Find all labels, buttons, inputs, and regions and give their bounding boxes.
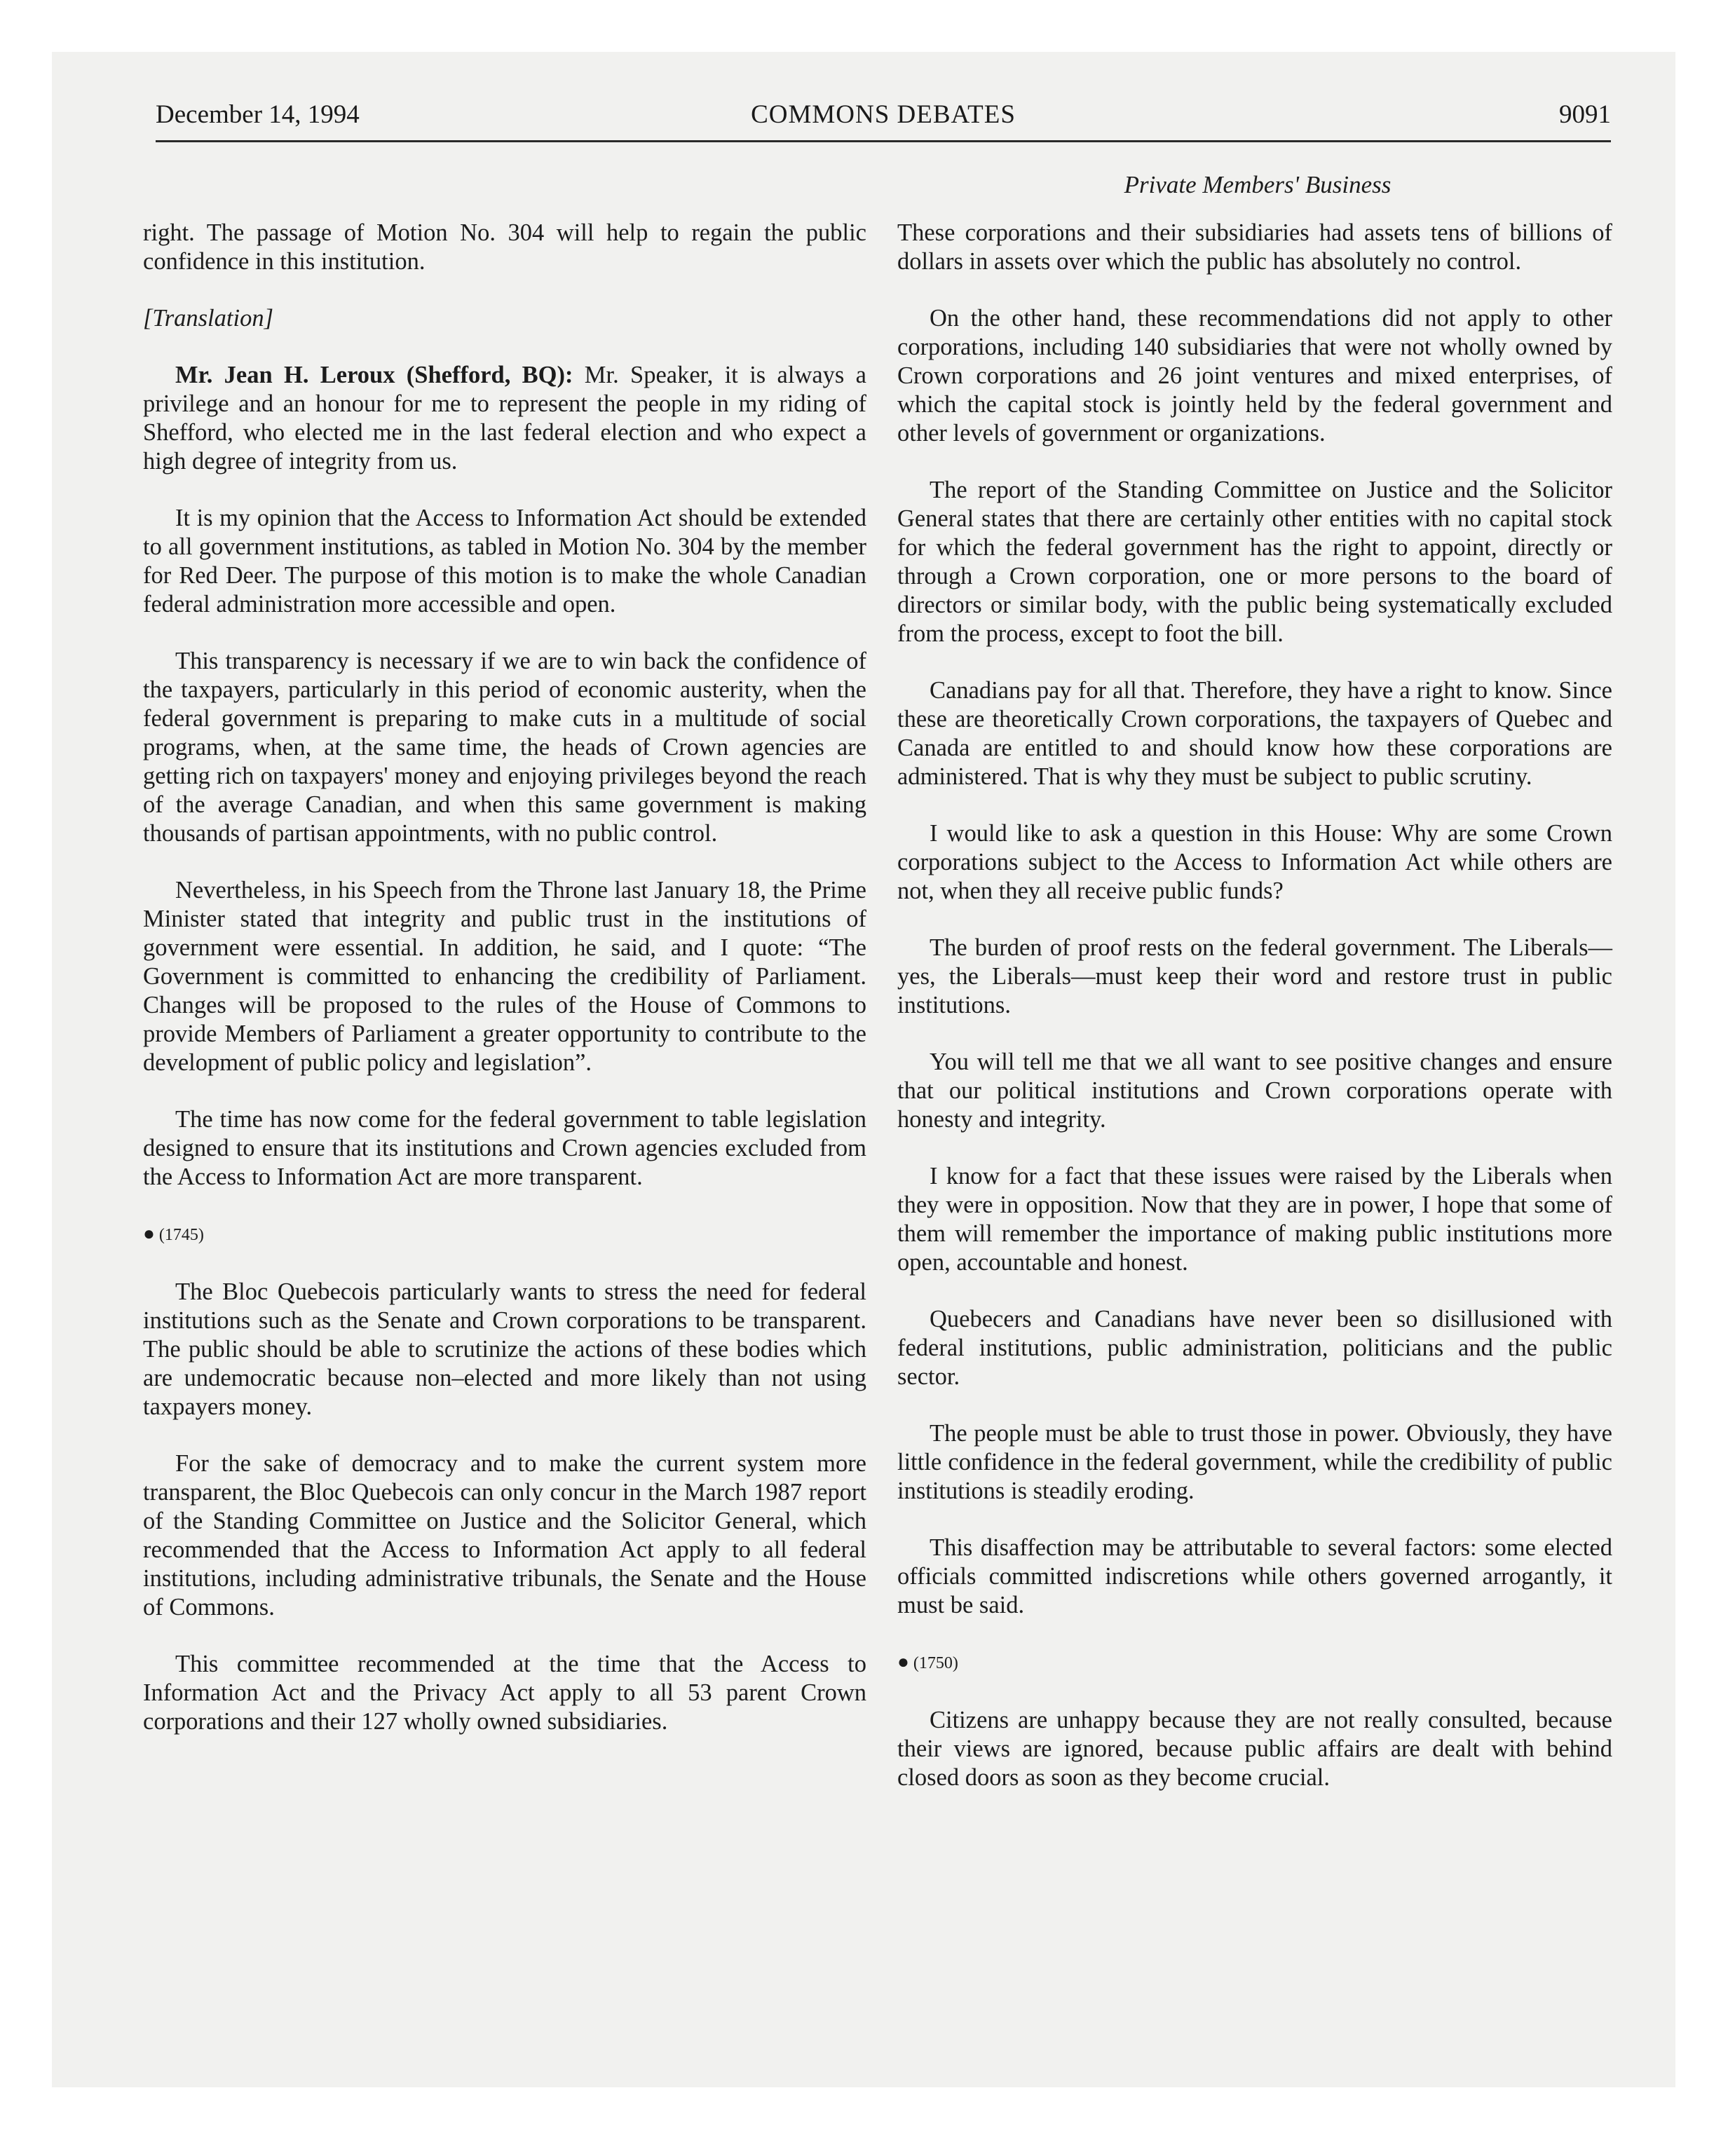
- paragraph: These corporations and their subsidiaries had assets tens of billions of dollars in assets over which the public has absolutely no control.: [897, 219, 1612, 275]
- paragraph: This committee recommended at the time that the Access to Information Act and the Privacy Act apply to all 53 parent Crown corporations and their 127 wholly owned subsidiaries.: [143, 1651, 866, 1735]
- translation-note: [Translation]: [143, 305, 273, 332]
- paragraph: Citizens are unhappy because they are not really consulted, because their views are ignored, because public affairs are dealt with behind closed doors as soon as they become crucial.: [897, 1707, 1612, 1791]
- paragraph: The Bloc Quebecois particularly wants to stress the need for federal institutions such as the Senate and Crown corporations to be transparent. The public should be able to scrutinize the actions of these bodies which are undemocratic because non–elected and more likely than not using taxpayers money.: [143, 1278, 866, 1420]
- paragraph: The burden of proof rests on the federal government. The Liberals—yes, the Liberals—must keep their word and restore trust in public institutions.: [897, 934, 1612, 1018]
- bullet-icon: ●: [143, 1223, 155, 1245]
- speaker-paragraph: [143, 361, 866, 476]
- paragraph: You will tell me that we all want to see positive changes and ensure that our political institutions and Crown corporations operate with honesty and integrity.: [897, 1049, 1612, 1133]
- time-marker-text: (1750): [913, 1654, 958, 1672]
- time-marker: [897, 1648, 1612, 1678]
- paragraph: I know for a fact that these issues were raised by the Liberals when they were in opposition. Now that they are in power, I hope that some of them will remember the importance of making public institutions more open, accountable and honest.: [897, 1163, 1612, 1276]
- paragraph: The people must be able to trust those in power. Obviously, they have little confidence in the federal government, while the credibility of public institutions is steadily eroding.: [897, 1420, 1612, 1504]
- paragraph: This disaffection may be attributable to several factors: some elected officials committed indiscretions while others governed arrogantly, it must be said.: [897, 1534, 1612, 1618]
- paragraph: For the sake of democracy and to make the current system more transparent, the Bloc Quebecois can only concur in the March 1987 report of the Standing Committee on Justice and the Solicitor General, which recommended that the Access to Information Act apply to all federal institutions, including administrative tribunals, the Senate and the House of Commons.: [143, 1450, 866, 1621]
- paragraph: On the other hand, these recommendations did not apply to other corporations, including 140 subsidiaries that were not wholly owned by Crown corporations and 26 joint ventures and mixed enterprises, of which the capital stock is jointly held by the federal government and other levels of government or organizations.: [897, 305, 1612, 446]
- page-header: [156, 100, 1611, 142]
- paragraph: I would like to ask a question in this House: Why are some Crown corporations subject to the Access to Information Act while others are not, when they all receive public funds?: [897, 820, 1612, 904]
- header-publication: COMMONS DEBATES: [751, 100, 1016, 129]
- header-page-number: 9091: [1559, 100, 1611, 129]
- left-column: [143, 219, 866, 1764]
- paragraph: Nevertheless, in his Speech from the Throne last January 18, the Prime Minister stated that integrity and public trust in the institutions of government were essential. In addition, he said, and I quote: “The Government is committed to enhancing the credibility of Parliament. Changes will be proposed to the rules of the House of Commons to provide Members of Parliament a greater opportunity to contribute to the development of public policy and legislation”.: [143, 877, 866, 1076]
- time-marker: [143, 1220, 866, 1250]
- right-column: [897, 219, 1612, 1820]
- paragraph: Canadians pay for all that. Therefore, they have a right to know. Since these are theoretically Crown corporations, the taxpayers of Quebec and Canada are entitled to and should know how these corporations are administered. That is why they must be subject to public scrutiny.: [897, 677, 1612, 790]
- speaker-name: Mr. Jean H. Leroux (Shefford, BQ):: [175, 362, 573, 388]
- bullet-icon: ●: [897, 1651, 909, 1673]
- paragraph-text: Mr. Speaker, it is always a privilege and an honour for me to represent the people in my riding of Shefford, who elected me in the last federal election and who expect a high degree of integrity from us.: [143, 362, 866, 475]
- time-marker-text: (1745): [158, 1226, 204, 1244]
- paragraph: Quebecers and Canadians have never been so disillusioned with federal institutions, public administration, politicians and the public sector.: [897, 1306, 1612, 1390]
- header-date: December 14, 1994: [156, 100, 360, 129]
- paragraph: It is my opinion that the Access to Information Act should be extended to all government institutions, as tabled in Motion No. 304 by the member for Red Deer. The purpose of this motion is to make the whole Canadian federal administration more accessible and open.: [143, 505, 866, 618]
- paragraph: The report of the Standing Committee on Justice and the Solicitor General states that there are certainly other entities with no capital stock for which the federal government has the right to appoint, directly or through a Crown corporation, one or more persons to the board of directors or similar body, with the public being systematically excluded from the process, except to foot the bill.: [897, 477, 1612, 647]
- paragraph: right. The passage of Motion No. 304 will help to regain the public confidence in this institution.: [143, 219, 866, 275]
- paragraph: The time has now come for the federal government to table legislation designed to ensure that its institutions and Crown agencies excluded from the Access to Information Act are more transparent.: [143, 1106, 866, 1190]
- paragraph: This transparency is necessary if we are to win back the confidence of the taxpayers, particularly in this period of economic austerity, when the federal government is preparing to make cuts in a multitude of social programs, when, at the same time, the heads of Crown agencies are getting rich on taxpayers' money and enjoying privileges beyond the reach of the average Canadian, and when this same government is making thousands of partisan appointments, with no public control.: [143, 648, 866, 847]
- section-title: Private Members' Business: [1124, 171, 1392, 198]
- header-rule: [156, 140, 1611, 142]
